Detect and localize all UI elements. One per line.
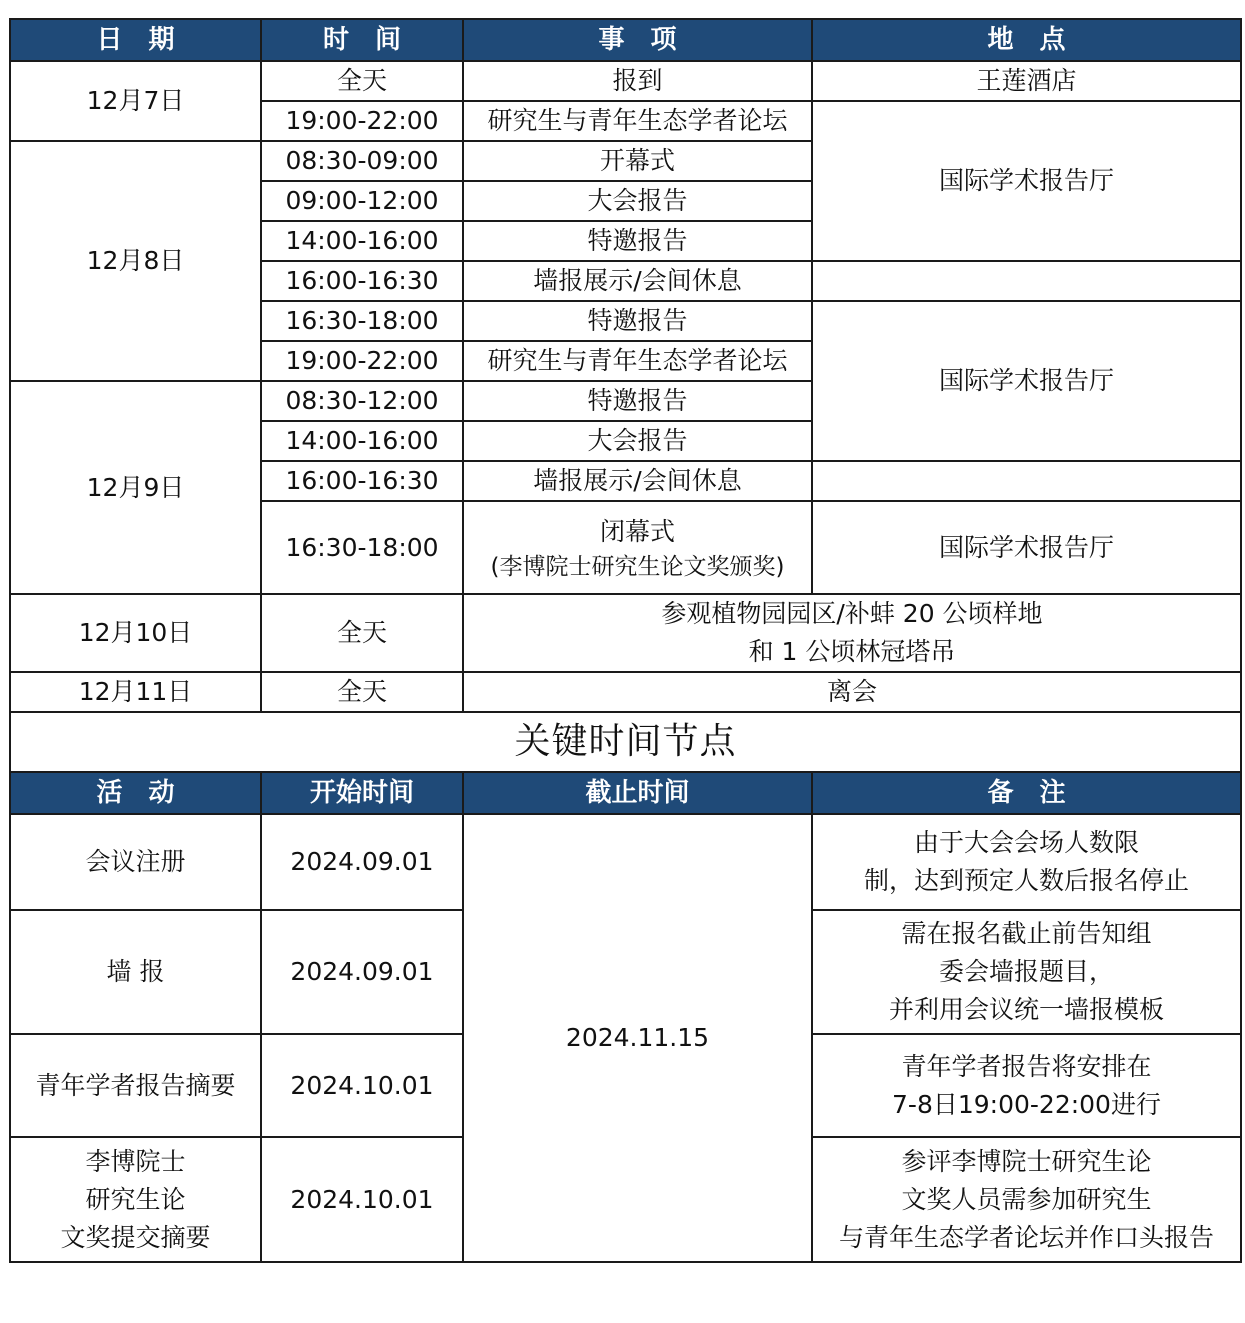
section-title: 关键时间节点 — [10, 712, 1241, 772]
table-row — [10, 814, 1241, 910]
time-cell: 全天 — [261, 594, 463, 672]
time-cell: 14:00-16:00 — [261, 421, 463, 461]
time-cell: 16:00-16:30 — [261, 261, 463, 301]
table-row — [10, 61, 1241, 101]
activity-cell — [10, 1137, 261, 1262]
note-line: 由于大会会场人数限 — [913, 828, 1139, 857]
table-row — [10, 672, 1241, 712]
item-line: 参观植物园园区/补蚌 20 公顷样地 — [661, 599, 1043, 628]
start-cell: 2024.10.01 — [261, 1034, 463, 1137]
activity-line: 文奖提交摘要 — [60, 1222, 211, 1252]
time-cell: 19:00-22:00 — [261, 341, 463, 381]
header-place: 地 点 — [812, 19, 1241, 61]
item-cell: 墙报展示/会间休息 — [463, 261, 812, 301]
header-activity: 活 动 — [10, 772, 261, 814]
note-cell — [812, 1034, 1241, 1137]
item-cell: 报到 — [463, 61, 812, 101]
time-cell: 16:00-16:30 — [261, 461, 463, 501]
note-cell — [812, 910, 1241, 1034]
header-time: 时 间 — [261, 19, 463, 61]
item-cell: 大会报告 — [463, 181, 812, 221]
section-title-row — [10, 712, 1241, 772]
item-cell — [463, 594, 1241, 672]
time-cell: 16:30-18:00 — [261, 301, 463, 341]
end-date-cell: 2024.11.15 — [463, 814, 812, 1262]
deadline-header-row — [10, 772, 1241, 814]
time-cell: 08:30-12:00 — [261, 381, 463, 421]
date-cell: 12月7日 — [10, 61, 261, 141]
start-cell: 2024.10.01 — [261, 1137, 463, 1262]
time-cell: 19:00-22:00 — [261, 101, 463, 141]
note-line: 参评李博院士研究生论 — [901, 1146, 1152, 1176]
table-row — [10, 594, 1241, 672]
place-cell: 国际学术报告厅 — [812, 501, 1241, 594]
note-line: 青年学者报告将安排在 — [901, 1051, 1152, 1081]
place-cell-empty — [812, 461, 1241, 501]
time-cell: 16:30-18:00 — [261, 501, 463, 594]
date-cell: 12月11日 — [10, 672, 261, 712]
header-item: 事 项 — [463, 19, 812, 61]
header-end: 截止时间 — [463, 772, 812, 814]
activity-line: 研究生论 — [85, 1184, 186, 1214]
activity-cell — [10, 910, 261, 1034]
activity-line: 青年学者报告摘要 — [35, 1070, 236, 1100]
time-cell: 14:00-16:00 — [261, 221, 463, 261]
header-start: 开始时间 — [261, 772, 463, 814]
item-cell: 墙报展示/会间休息 — [463, 461, 812, 501]
time-cell: 全天 — [261, 672, 463, 712]
item-cell: 特邀报告 — [463, 221, 812, 261]
date-cell: 12月9日 — [10, 381, 261, 594]
note-line: 需在报名截止前告知组 — [901, 919, 1152, 948]
note-line: 并利用会议统一墙报模板 — [888, 995, 1164, 1024]
item-cell: 大会报告 — [463, 421, 812, 461]
header-date: 日 期 — [10, 19, 261, 61]
item-line: 和 1 公顷林冠塔吊 — [748, 637, 956, 666]
item-cell: 特邀报告 — [463, 301, 812, 341]
start-cell: 2024.09.01 — [261, 814, 463, 910]
place-cell: 国际学术报告厅 — [812, 101, 1241, 261]
note-cell — [812, 814, 1241, 910]
item-cell: 离会 — [463, 672, 1241, 712]
note-cell — [812, 1137, 1241, 1262]
activity-cell — [10, 1034, 261, 1137]
start-cell: 2024.09.01 — [261, 910, 463, 1034]
schedule-header-row — [10, 19, 1241, 61]
note-line: 与青年生态学者论坛并作口头报告 — [838, 1222, 1214, 1252]
note-line: 7-8日19:00-22:00进行 — [892, 1089, 1161, 1119]
note-line: 委会墙报题目， — [938, 957, 1114, 986]
note-line: 制，达到预定人数后报名停止 — [863, 866, 1189, 895]
header-note: 备 注 — [812, 772, 1241, 814]
award-ceremony-note: (李博院士研究生论文奖颁奖) — [490, 553, 785, 580]
item-cell — [463, 501, 812, 594]
activity-line: 李博院士 — [85, 1146, 186, 1176]
note-line: 文奖人员需参加研究生 — [901, 1184, 1152, 1214]
activity-line: 会议注册 — [85, 847, 186, 876]
item-cell: 研究生与青年生态学者论坛 — [463, 341, 812, 381]
conference-schedule-table — [9, 18, 1242, 1263]
time-cell: 09:00-12:00 — [261, 181, 463, 221]
date-cell: 12月8日 — [10, 141, 261, 381]
activity-line: 墙 报 — [106, 957, 165, 986]
item-cell: 开幕式 — [463, 141, 812, 181]
closing-ceremony-label: 闭幕式 — [599, 516, 675, 546]
place-cell: 国际学术报告厅 — [812, 301, 1241, 461]
activity-cell — [10, 814, 261, 910]
place-cell-empty — [812, 261, 1241, 301]
place-cell: 王莲酒店 — [812, 61, 1241, 101]
date-cell: 12月10日 — [10, 594, 261, 672]
time-cell: 08:30-09:00 — [261, 141, 463, 181]
time-cell: 全天 — [261, 61, 463, 101]
item-cell: 研究生与青年生态学者论坛 — [463, 101, 812, 141]
item-cell: 特邀报告 — [463, 381, 812, 421]
